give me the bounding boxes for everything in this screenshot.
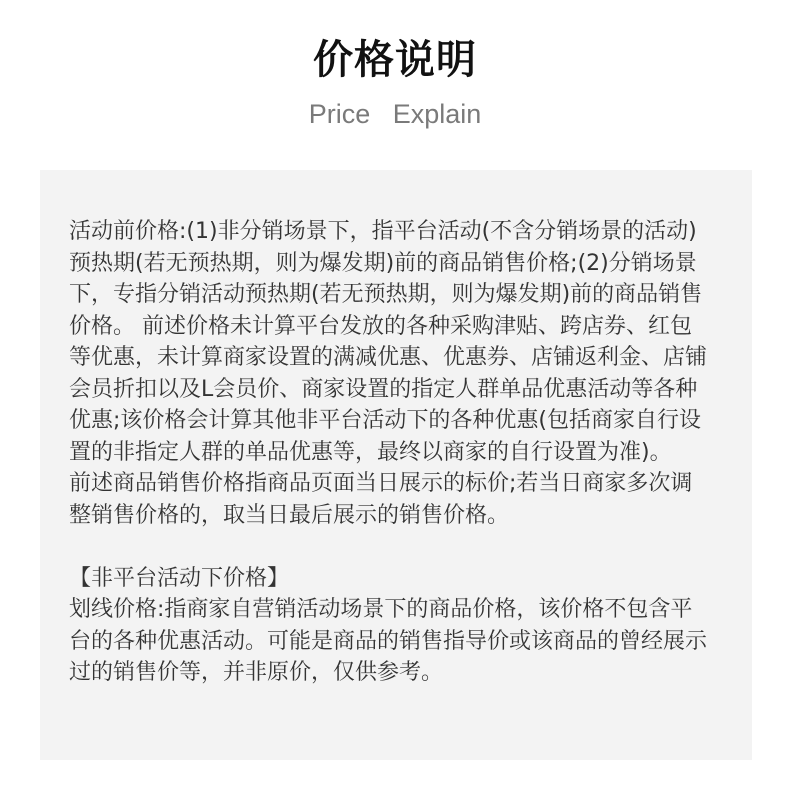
pre-activity-price-paragraph: 活动前价格:(1)非分销场景下，指平台活动(不含分销场景的活动)预热期(若无预热期，则为爆发期)前的商品销售价格;(2)分销场景下，专指分销活动预热期(若无预热期，则为爆发期)前的商品销售价格。 前述价格未计算平台发放的各种采购津贴、跨店券、红包等优惠，未计算商家设置的满减优惠、优惠券、店铺返利金、店铺会员折扣以及L会员价、商家设置的指定人群单品优惠活动等各种优惠;该价格会计算其他非平台活动下的各种优惠(包括商家自行设置的非指定人群的单品优惠等，最终以商家的自行设置为准)。 [69, 219, 708, 465]
price-explanation-panel [40, 170, 752, 760]
page-title: 价格说明 [313, 37, 477, 83]
sale-price-definition-paragraph: 前述商品销售价格指商品页面当日展示的标价;若当日商家多次调整销售价格的，取当日最后展示的销售价格。 [69, 471, 693, 528]
page-subtitle: Price Explain [308, 99, 482, 129]
paragraph-spacer [69, 531, 709, 563]
price-explanation-content [69, 216, 709, 689]
strikethrough-price-paragraph: 划线价格:指商家自营销活动场景下的商品价格，该价格不包含平台的各种优惠活动。可能是商品的销售指导价或该商品的曾经展示过的销售价等，并非原价，仅供参考。 [69, 597, 708, 685]
non-platform-price-heading: 【非平台活动下价格】 [69, 565, 290, 591]
